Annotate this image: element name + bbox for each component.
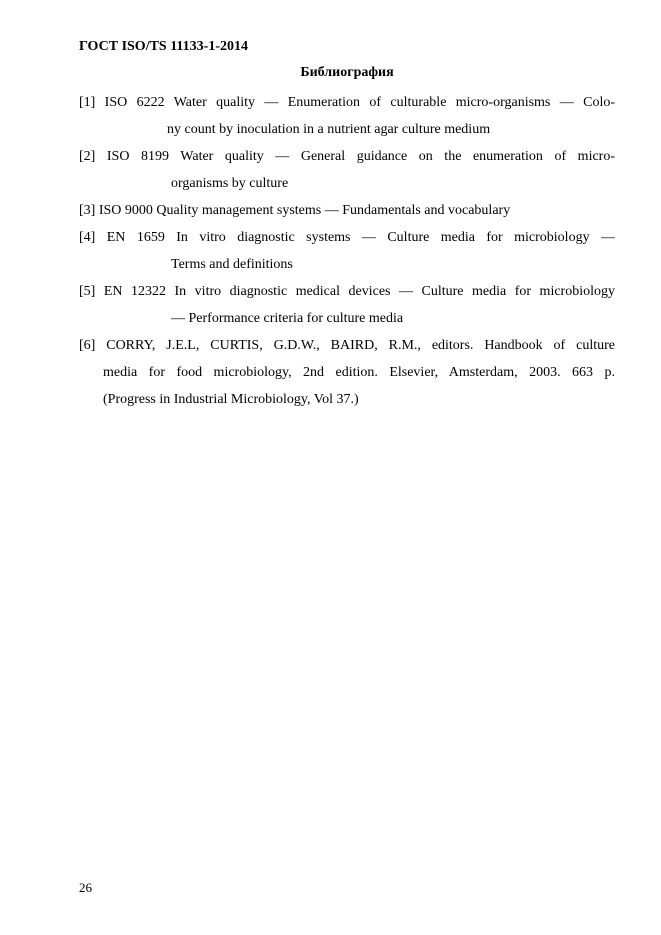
entry-2-line-2: organisms by culture (171, 176, 289, 191)
bibliography-list (79, 89, 615, 413)
entry-5-line-2: — Performance criteria for culture media (171, 311, 404, 326)
entry-1-line-1: [1] ISO 6222 Water quality — Enumeration of culturable micro-organisms — Colo- (79, 95, 615, 110)
entry-5-line-1: [5] EN 12322 In vitro diagnostic medical devices — Culture media for microbiology (79, 284, 615, 299)
bibliography-entry-3 (79, 197, 615, 224)
entry-2-line-1: [2] ISO 8199 Water quality — General guidance on the enumeration of micro- (79, 149, 615, 164)
bibliography-entry-4 (79, 224, 615, 278)
entry-6-line-1: [6] CORRY, J.E.L, CURTIS, G.D.W., BAIRD, R.M., editors. Handbook of culture (79, 338, 615, 353)
entry-1-line-2: ny count by inoculation in a nutrient agar culture medium (167, 122, 491, 137)
bibliography-entry-2 (79, 143, 615, 197)
document-header: ГОСТ ISO/TS 11133-1-2014 (79, 39, 248, 54)
bibliography-entry-1 (79, 89, 615, 143)
bibliography-title: Библиография (300, 65, 394, 80)
entry-4-line-2: Terms and definitions (171, 257, 293, 272)
entry-6-line-2: media for food microbiology, 2nd edition. Elsevier, Amsterdam, 2003. 663 p. (103, 365, 615, 380)
entry-3-line-1: [3] ISO 9000 Quality management systems — Fundamentals and vocabulary (79, 203, 511, 218)
bibliography-entry-6 (79, 332, 615, 413)
bibliography-entry-5 (79, 278, 615, 332)
page-number: 26 (79, 880, 92, 895)
entry-6-line-3: (Progress in Industrial Microbiology, Vol 37.) (103, 392, 359, 407)
entry-4-line-1: [4] EN 1659 In vitro diagnostic systems — Culture media for microbiology — (79, 230, 615, 245)
